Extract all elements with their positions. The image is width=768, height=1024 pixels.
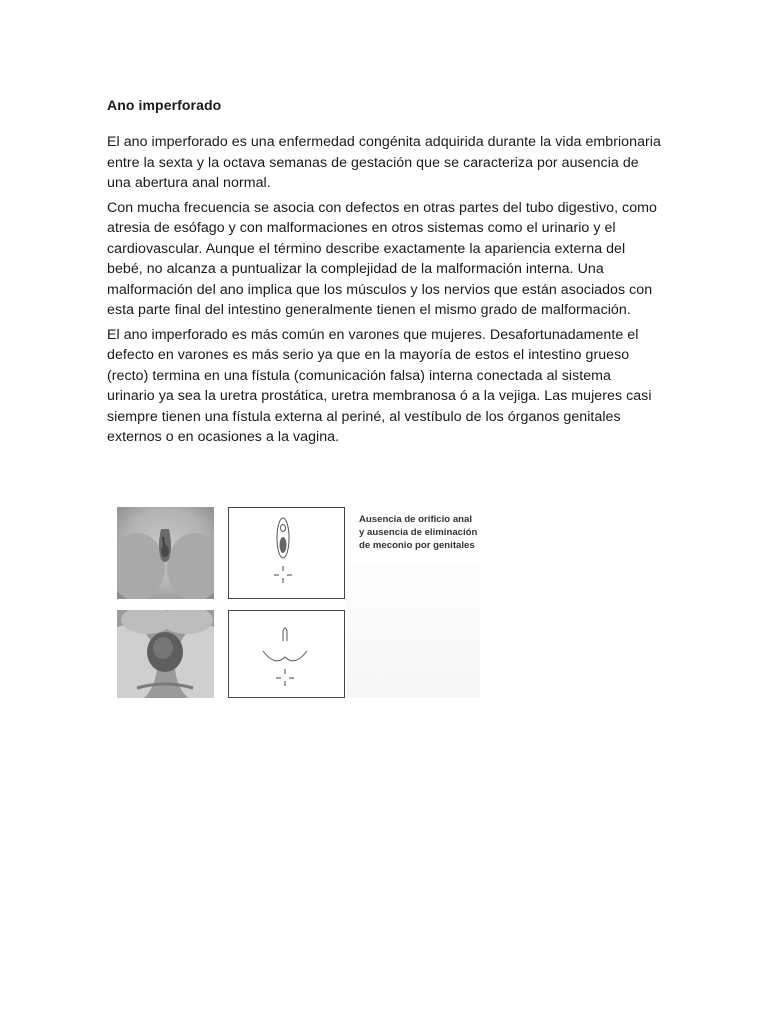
photo-male-perineum [117, 610, 214, 698]
figure-caption [359, 513, 484, 552]
document-title: Ano imperforado [107, 97, 222, 113]
figure-caption-line: de meconio por genitales [359, 540, 475, 551]
paragraph-sex-differences: El ano imperforado es más común en varones que mujeres. Desafortunadamente el defecto en varones es más serio ya que en la mayoría de estos el intestino grueso (recto) termina en una fístula (comunicación falsa) interna conectada al sistema urinario ya sea la uretra prostática, uretra membranosa ó a la vejiga. Las mujeres casi siempre tienen una fístula externa al periné, al vestíbulo de los órganos genitales externos o en ocasiones a la vagina. [107, 326, 652, 445]
diagram-female-no-anus [228, 507, 345, 599]
document-body [107, 95, 662, 452]
scan-shading [347, 565, 480, 698]
paragraph-associations: Con mucha frecuencia se asocia con defectos en otras partes del tubo digestivo, como atresia de esófago y con malformaciones en otros sistemas como el urinario y el cardiovascular. Aunque el término describe exactamente la apariencia externa del bebé, no alcanza a puntualizar la complejidad de la malformación interna. Una malformación del ano implica que los músculos y los nervios que están asociados con esta parte final del intestino generalmente tienen el mismo grado de malformación. [107, 199, 657, 318]
diagram-male-no-anus [228, 610, 345, 698]
figure-caption-line: Ausencia de orificio anal [359, 514, 473, 525]
figure-caption-line: y ausencia de eliminación [359, 527, 478, 538]
photo-female-perineum [117, 507, 214, 599]
paragraph-intro: El ano imperforado es una enfermedad congénita adquirida durante la vida embrionaria entre la sexta y la octava semanas de gestación que se caracteriza por ausencia de una abertura anal normal. [107, 134, 661, 191]
clinical-figure [115, 505, 480, 698]
